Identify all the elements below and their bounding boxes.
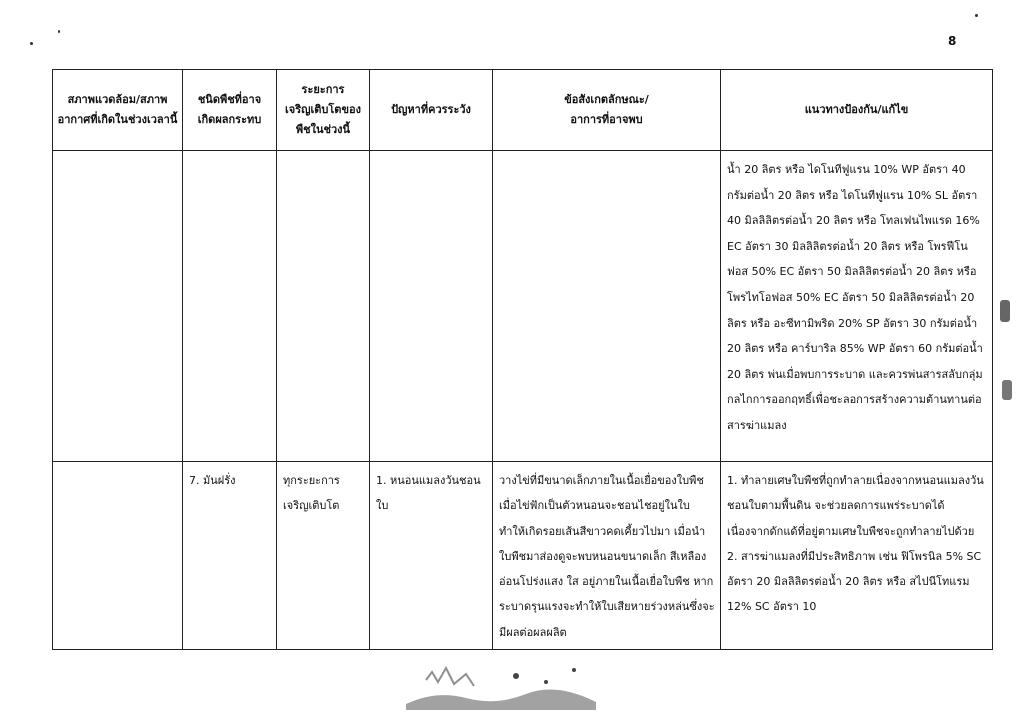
scan-speck xyxy=(1000,300,1010,322)
scan-artifact-stamp xyxy=(396,660,612,712)
scan-speck xyxy=(975,14,978,17)
cell-prevention: น้ำ 20 ลิตร หรือ ไดโนทีฟูแรน 10% WP อัตรา 40 กรัมต่อน้ำ 20 ลิตร หรือ ไดโนทีฟูแรน 10% SL อัตรา 40 มิลลิลิตรต่อน้ำ 20 ลิตร หรือ โทลเฟนไพแรด 16% EC อัตรา 30 มิลลิลิตรต่อน้ำ 20 ลิตร หรือ โพรฟีโนฟอส 50% EC อัตรา 50 มิลลิลิตรต่อน้ำ 20 ลิตร หรือ โพรไทโอฟอส 50% EC อัตรา 50 มิลลิลิตรต่อน้ำ 20 ลิตร หรือ อะซีทามิพริด 20% SP อัตรา 30 กรัมต่อน้ำ 20 ลิตร หรือ คาร์บาริล 85% WP อัตรา 60 กรัมต่อน้ำ 20 ลิตร พ่นเมื่อพบการระบาด และควรพ่นสารสลับกลุ่มกลไกการออกฤทธิ์เพื่อชะลอการสร้างความต้านทานต่อสารฆ่าแมลง xyxy=(721,151,993,462)
cell-stage: ทุกระยะการเจริญเติบโต xyxy=(277,462,370,650)
cell-environment xyxy=(53,151,183,462)
header-problem: ปัญหาที่ควรระวัง xyxy=(370,70,493,151)
table-header-row xyxy=(53,70,993,151)
header-stage: ระยะการ เจริญเติบโตของ พืชในช่วงนี้ xyxy=(277,70,370,151)
cell-problem: 1. หนอนแมลงวันชอนใบ xyxy=(370,462,493,650)
table-row xyxy=(53,151,993,462)
cell-problem xyxy=(370,151,493,462)
table-row xyxy=(53,462,993,650)
cell-crop: 7. มันฝรั่ง xyxy=(183,462,277,650)
cell-environment xyxy=(53,462,183,650)
cell-crop xyxy=(183,151,277,462)
scan-speck xyxy=(30,42,33,45)
pest-guidance-table xyxy=(52,69,993,650)
prevention-item-2: 2. สารฆ่าแมลงที่มีประสิทธิภาพ เช่น ฟิโพรนิล 5% SC อัตรา 20 มิลลิลิตรต่อน้ำ 20 ลิตร หรือ สไปนีโทแรม 12% SC อัตรา 10 xyxy=(727,549,982,614)
cell-symptoms: วางไข่ที่มีขนาดเล็กภายในเนื้อเยื่อของใบพืช เมื่อไข่ฟักเป็นตัวหนอนจะชอนไชอยู่ในใบ ทำให้เกิดรอยเส้นสีขาวคดเคี้ยวไปมา เมื่อนำใบพืชมาส่องดูจะพบหนอนขนาดเล็ก สีเหลืองอ่อนโปร่งแสง ใส อยู่ภายในเนื้อเยื่อใบพืช หากระบาดรุนแรงจะทำให้ใบเสียหายร่วงหล่นซึ่งจะมีผลต่อผลผลิต xyxy=(493,462,721,650)
scan-speck xyxy=(58,30,60,33)
cell-stage xyxy=(277,151,370,462)
header-crop: ชนิดพืชที่อาจ เกิดผลกระทบ xyxy=(183,70,277,151)
scan-speck xyxy=(1002,380,1012,400)
cell-symptoms xyxy=(493,151,721,462)
header-environment: สภาพแวดล้อม/สภาพ อากาศที่เกิดในช่วงเวลานี้ xyxy=(53,70,183,151)
page-number: 8 xyxy=(948,34,957,48)
header-symptoms: ข้อสังเกตลักษณะ/ อาการที่อาจพบ xyxy=(493,70,721,151)
header-prevention: แนวทางป้องกัน/แก้ไข xyxy=(721,70,993,151)
cell-prevention xyxy=(721,462,993,650)
prevention-item-1: 1. ทำลายเศษใบพืชที่ถูกทำลายเนื่องจากหนอนแมลงวันชอนใบตามพื้นดิน จะช่วยลดการแพร่ระบาดได้ เนื่องจากดักแด้ที่อยู่ตามเศษใบพืชจะถูกทำลายไปด้วย xyxy=(727,474,984,538)
